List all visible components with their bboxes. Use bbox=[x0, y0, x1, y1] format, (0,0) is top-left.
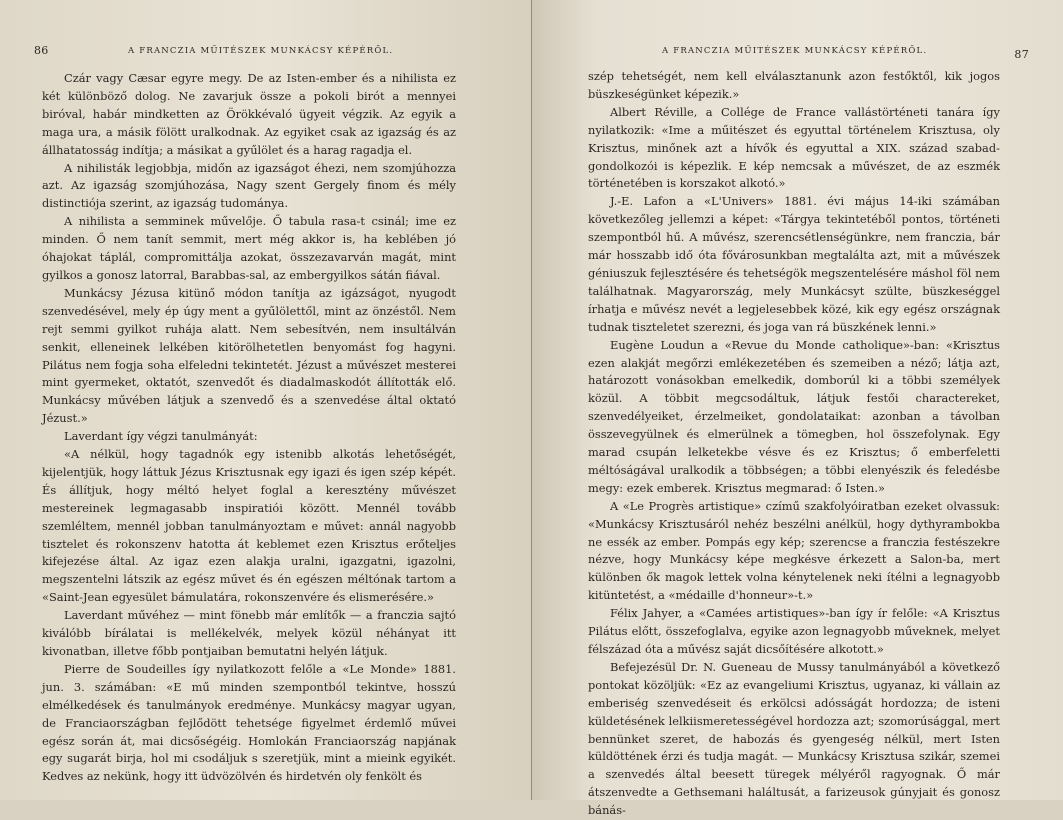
paragraph: A nihilisták legjobbja, midőn az igazságot éhezi, nem szomjúhozza azt. Az igazság szomjúhozása, Nagy szent Gergely finom és mély distinctiója szerint, az igazság tudománya. bbox=[42, 160, 456, 211]
paragraph: «A nélkül, hogy tagadnók egy istenibb alkotás lehetőségét, kijelentjük, hogy láttuk Jézus Krisztusnak egy igazi és igen szép képét. És állítjuk, hogy méltó helyet foglal a keresztény művészet mestereinek legmagasabb inspiratiói között. Mennél tovább szemléltem, mennél jobban tanulmányoztam e művet: annál nagyobb tisztelet és rokonszenv hatotta át keblemet ezen Krisztus erőteljes kifejezése által. Az igaz ezen alakja uralni, igazgatni, igazolni, megszentelni látszik az egész művet és én egészen méltónak tartom a «Saint-Jean egyesület bámulatára, rokonszenvére és elismerésére.» bbox=[42, 447, 456, 605]
paragraph: Laverdant művéhez — mint fönebb már említők — a franczia sajtó kiválóbb bírálatai is mellékelvék, melyek közül néhányat itt kivonatban, illetve főbb pontjaiban bemutatni helyén látjuk. bbox=[42, 608, 456, 658]
text-block bbox=[42, 70, 456, 786]
page-number: 86 bbox=[34, 44, 49, 57]
left-page bbox=[0, 0, 531, 800]
text-block bbox=[588, 68, 1000, 820]
paragraph: Czár vagy Cæsar egyre megy. De az Isten-ember és a nihilista ez két különböző dolog. Ne zavarjuk össze a pokoli birót a mennyei biróval, habár mindketten az Örökkévaló ügyeit végzik. Az egyik a maga ura, a másik fölött uralkodnak. Az egyiket csak az igazság és az állhatatosság indítja; a másikat a gyűlölet és a harag ragadja el. bbox=[42, 71, 456, 157]
paragraph: Albert Réville, a Collége de France vallástörténeti tanára így nyilatkozik: «Ime a műitészet és egyuttal történelem Krisztusa, oly Krisztus, minőnek azt a hívők és egyuttal a XIX. század szabad-gondolkozói is képezlik. E kép nemcsak a művészet, de az eszmék történetében is korszakot alkotó.» bbox=[588, 104, 1000, 191]
paragraph: Befejezésül Dr. N. Gueneau de Mussy tanulmányából a következő pontokat közöljük: «Ez az evangeliumi Krisztus, ugyanaz, ki vállain az emberiség szenvedéseit és erkölcsi adósságát hordozza; de isteni küldetésének lelkiismeretességével hordozza azt; szomorúsággal, mert bennünket szeret, de habozás és gyengeség nélkül, mert Isten küldöttének érzi és tudja magát. — Munkácsy Krisztusa szikár, szemei a szenvedés által beesett türegek mélyéről ragyognak. Ő már átszenvedte a Gethsemani haláltusát, a farizeusok gúnyjait és gonosz bánás- bbox=[588, 659, 1000, 818]
paragraph: Pierre de Soudeilles így nyilatkozott felőle a «Le Monde» 1881. jun. 3. számában: «E mű minden szempontból tekintve, hosszú elmélkedések és tanulmányok eredménye. Munkácsy magyar ugyan, de Franciaországban fejlődött tehetsége figyelmet érdemlő művei egész során át, mai dicsőségéig. Homlokán Franciaország napjának egy sugarát birja, hol mi csodáljuk s szeretjük, mint a mieink egyikét. Kedves az nekünk, hogy itt üdvözölvén és hirdetvén oly fenkölt és bbox=[42, 661, 456, 784]
running-head: A FRANCZIA MŰITÉSZEK MUNKÁCSY KÉPÉRŐL. bbox=[128, 46, 394, 56]
paragraph: szép tehetségét, nem kell elválasztanunk azon festőktől, kik jogos büszkeségünket képezik.» bbox=[588, 69, 1000, 101]
paragraph: Munkácsy Jézusa kitünő módon tanítja az igázságot, nyugodt szenvedésével, mely ép úgy ment a gyűlölettől, mint az önzéstől. Nem rejt semmi gyilkot ruhája alatt. Nem sebesítvén, nem insultálván senkit, elleneinek lelkében kitörölhetetlen benyomást fog hagyni. Pilátus nem fogja soha elfeledni tekintetét. Jézust a művészet mesterei mint gyermeket, oktatót, szenvedőt és diadalmaskodót állították elő. Munkácsy művében látjuk a szenvedő és a szenvedése által oktató Jézust.» bbox=[42, 285, 456, 426]
paragraph: Laverdant így végzi tanulmányát: bbox=[64, 429, 258, 444]
paragraph: J.-E. Lafon a «L'Univers» 1881. évi május 14-iki számában következőleg jellemzi a képet: «Tárgya tekintetéből pontos, történeti szempontból hű. A művész, szerencsétlenségünkre, nem franczia, bár már hosszabb idő óta fővárosunkban megtalálta azt, mit a művészek géniuszuk fejlesztésére és tehetségök megszentelésére máshol föl nem találhatnak. Magyarország, mely Munkácsyt szülte, büszkeséggel írhatja e művész nevét a legjelesebbek közé, kik egy egész országnak tudnak tiszteletet szerezni, és joga van rá büszkének lenni.» bbox=[588, 194, 1000, 334]
page-number: 87 bbox=[1014, 48, 1029, 61]
paragraph: A «Le Progrès artistique» czímű szakfolyóiratban ezeket olvassuk: «Munkácsy Krisztusáról nehéz beszélni anélkül, hogy dythyrambokba ne essék az ember. Pompás egy kép; szerencse a franczia festészekre nézve, hogy Munkácsy képe megkésve érkezett a Salon-ba, mert különben ők magok lettek volna kénytelenek neki ítélni a legnagyobb kitüntetést, a «médaille d'honneur»-t.» bbox=[588, 498, 1000, 603]
right-page bbox=[532, 0, 1063, 818]
running-head: A FRANCZIA MŰITÉSZEK MUNKÁCSY KÉPÉRŐL. bbox=[662, 46, 928, 56]
paragraph: Eugène Loudun a «Revue du Monde catholique»-ban: «Krisztus ezen alakját megőrzi emlékezetében és szemeiben a néző; látja azt, határozott vonásokban emelkedik, domborúl ki a többi személyek közül. A többit megcsodáltuk, látjuk festői charactereket, szenvedélyeiket, érzelmeiket, gondolataikat: azonban a távolban összevegyülnek és elmerülnek a tömegben, hol összefolynak. Egy marad csupán lelketekbe vésve és ez Krisztus; ő emberfeletti méltóságával uralkodik a többségen; a többi elenyészik és feledésbe megy: ezek emberek. Krisztus megmarad: ő Isten.» bbox=[588, 337, 1000, 495]
paragraph: A nihilista a semminek művelője. Ő tabula rasa-t csinál; ime ez minden. Ő nem tanít semmit, mert még akkor is, ha keblében jó óhajokat táplál, compromittálja azokat, összezavarván magát, mint gyilkos a gonosz latorral, Barabbas-sal, az embergyilkos sátán fiával. bbox=[42, 214, 456, 282]
paragraph: Félix Jahyer, a «Camées artistiques»-ban így ír felőle: «A Krisztus Pilátus előtt, összefoglalva, egyike azon legnagyobb műveknek, melyet félszázad óta a művész saját dicsőítésére alkotott.» bbox=[588, 606, 1000, 656]
